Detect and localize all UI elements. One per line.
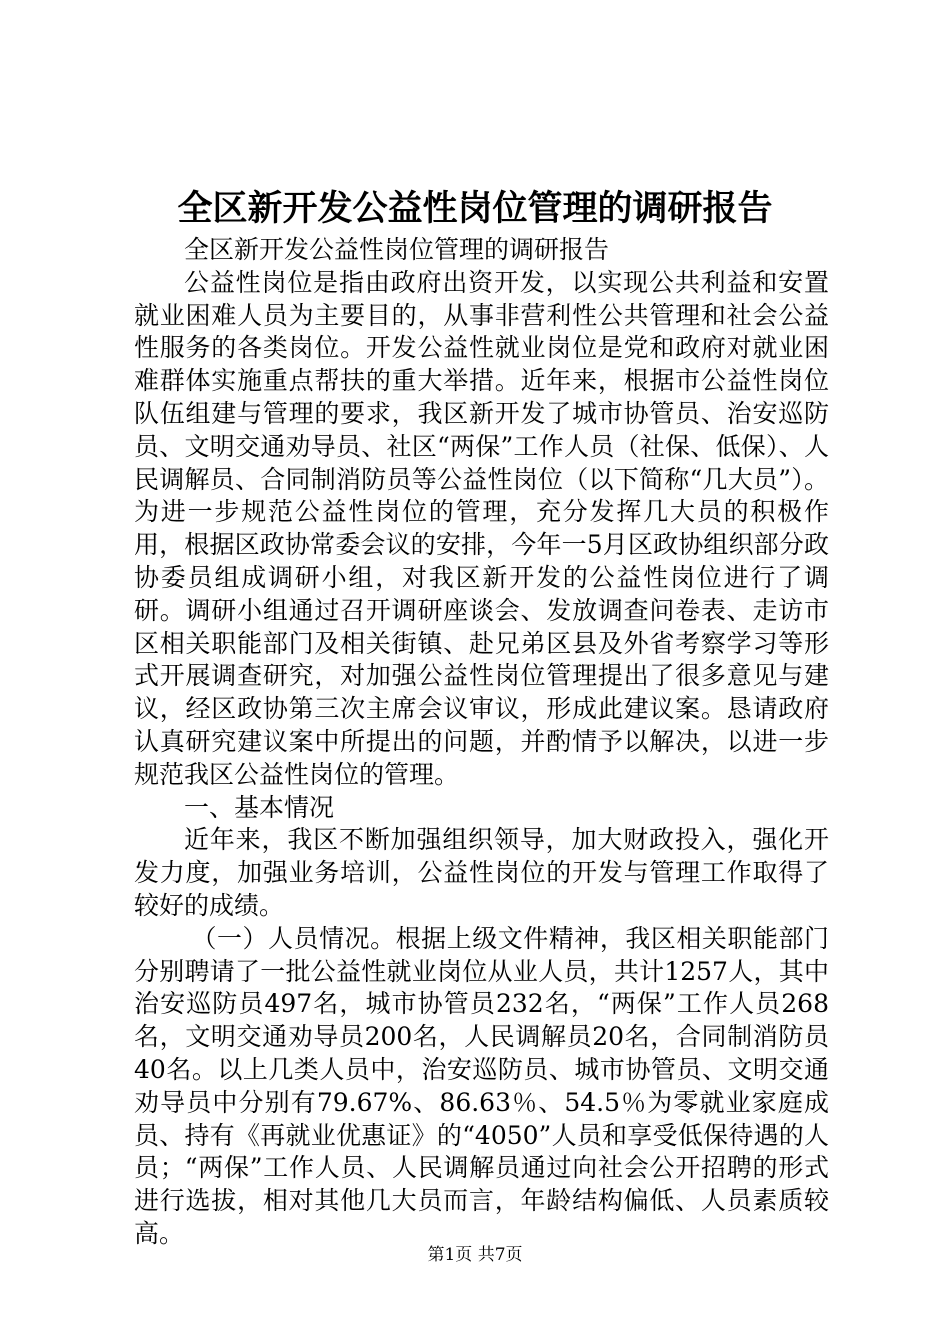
subtitle-paragraph: 全区新开发公益性岗位管理的调研报告 [184,235,610,264]
document-body [134,234,829,1251]
intro-paragraph: 公益性岗位是指由政府出资开发，以实现公共利益和安置就业困难人员为主要目的，从事非营利性公共管理和社会公益性服务的各类岗位。开发公益性就业岗位是党和政府对就业困难群体实施重点帮扶的重大举措。近年来，根据市公益性岗位队伍组建与管理的要求，我区新开发了城市协管员、治安巡防员、文明交通劝导员、社区“两保”工作人员（社保、低保）、人民调解员、合同制消防员等公益性岗位（以下简称“几大员”）。为进一步规范公益性岗位的管理，充分发挥几大员的积极作用，根据区政协常委会议的安排，今年一5月区政协组织部分政协委员组成调研小组，对我区新开发的公益性岗位进行了调研。调研小组通过召开调研座谈会、发放调查问卷表、走访市区相关职能部门及相关街镇、赴兄弟区县及外省考察学习等形式开展调查研究，对加强公益性岗位管理提出了很多意见与建议，经区政协第三次主席会议审议，形成此建议案。恳请政府认真研究建议案中所提出的问题，并酌情予以解决，以进一步规范我区公益性岗位的管理。 [134,267,829,789]
basic-situation-paragraph: 近年来，我区不断加强组织领导，加大财政投入，强化开发力度，加强业务培训，公益性岗位的开发与管理工作取得了较好的成绩。 [134,825,829,920]
section-heading-basic-situation: 一、基本情况 [184,792,335,822]
document-title: 全区新开发公益性岗位管理的调研报告 [177,188,773,229]
page-number-footer: 第1页 共7页 [427,1245,523,1265]
personnel-situation-paragraph: （一）人员情况。根据上级文件精神，我区相关职能部门分别聘请了一批公益性就业岗位从业人员，共计1257人，其中治安巡防员497名，城市协管员232名，“两保”工作人员268名，文明交通劝导员200名，人民调解员20名，合同制消防员40名。以上几类人员中，治安巡防员、城市协管员、文明交通劝导员中分别有79.67%、86.63％、54.5％为零就业家庭成员、持有《再就业优惠证》的“4050”人员和享受低保待遇的人员；“两保”工作人员、人民调解员通过向社会公开招聘的形式进行选拔，相对其他几大员而言，年龄结构偏低、人员素质较高。 [134,923,829,1248]
